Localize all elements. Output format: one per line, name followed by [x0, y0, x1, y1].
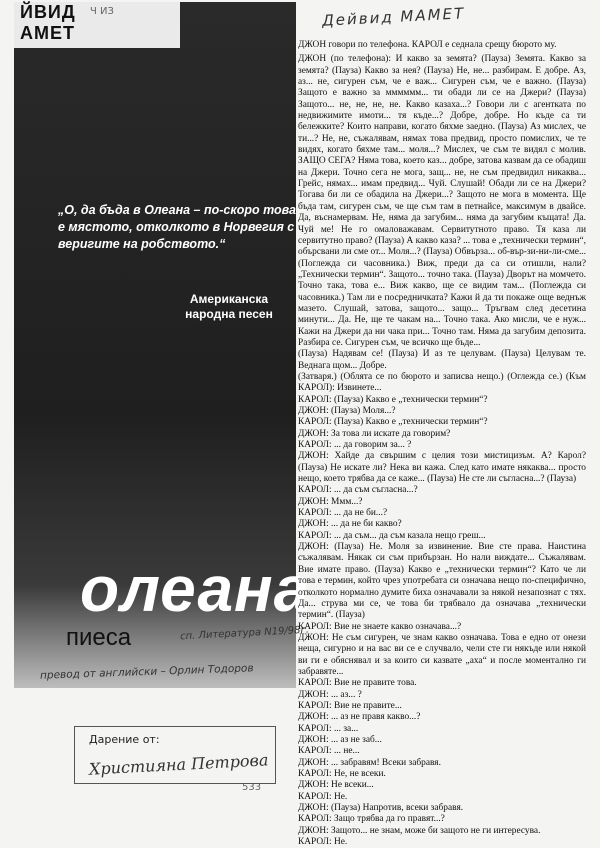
stamp-label: Дарение от:: [89, 733, 160, 746]
paragraph: КАРОЛ: Не.: [298, 791, 348, 802]
paragraph: КАРОЛ: Вие не правите...: [298, 700, 402, 711]
epigraph-quote: „О, да бъда в Олеана – по-скоро това е мястото, отколкото в Норвегия с веригите на робството.“: [58, 203, 297, 251]
paragraph: КАРОЛ: Не, не всеки.: [298, 769, 386, 779]
paragraph: ДЖОН: Защото... не знам, може би защото не ги интересува.: [298, 825, 541, 836]
author-header-text: ЙВИД АМЕТ: [20, 2, 76, 43]
paragraph: ДЖОН: Ммм...?: [298, 496, 363, 507]
top-scribble: Ч ИЗ: [90, 6, 114, 17]
handwritten-author-name: Дейвид МАМЕТ: [321, 4, 466, 30]
play-title: олеана: [80, 553, 311, 625]
paragraph: ДЖОН говори по телефона. КАРОЛ е седнала срещу бюрото му.: [298, 40, 557, 50]
paragraph: ДЖОН: ... забравям! Всеки забравя.: [298, 757, 441, 768]
paragraph: КАРОЛ: Защо трябва да го правят...?: [298, 814, 445, 825]
paragraph: ДЖОН (по телефона): И какво за земята? (Пауза) Земята. Какво за земята? (Пауза) Какво за нея? (Пауза) Не, не... разбирам. Е добре. Аз, аз... не, сигурен съм, че е важ... Сигурен съм, че е важно. (Пауза) Защото е важно за мммммм... ти обади ли се на Джери? (Пауза) Защото... не, не, не, не. Какво казаха...? Говори ли с агентката по недвижимите имоти... тя къде...? Добре, добре. Но къде са ти бележките? Които направи, когато бяхме заедно. (Пауза) Аз мислех, че ти...? Не, не, съжалявам, нямах това предвид, просто помислих, че те видях, когато бяхме там... моля...? Мислех, че съм те видял с молив. ЗАЩО СЕГА? Няма това, което каз... добре, затова казвам да се обадиш на Джери. Точно сега не мога, защ... не, не съм предвидил никаква... Грейс, нямах... имам предвид... Чуй. Слушай! Обади ли се на Джери? Тогава би ли се обадила на Джери...? Защото не мога в момента. Ще бъда там, сигурен съм, че ще съм там в петнайсе, максимум в двайсе. Да, въснамервам. Не, няма да загубим... няма да загубим къщата! Да. Чуй ме! Не го омаловажавам. Сервитутното право. Тя каза ли сервитутно право? (Пауза) А какво каза? ... това е „технически термин“, обърсвани ли сме от... Моля...? (Пауза) Обвърза... об-вър-зи-ни-ли-сме... (Поглежда си часовника.) Виж, преди да са си отишли, нали? „Технически термин“. Защото... точно така. (Пауза) Дворът на момчето. Точно така, това е... Виж какво, ще се видим там... (Поглежда си часовника.) Там ли е посредничката? Кажи й да ти покаже още веднъж мазето. Слушай, затова, защото... защо... Тръгвам след десетина минути... Да. Не, ще те чакам на... Точно така. Ако мисли, че е нуж... Кажи на Джери да ни чака при... Точно там. Няма да загубим депозита. Разбира се. Сигурен съм, че всичко ще бъде...: [298, 54, 586, 348]
paragraph: КАРОЛ: ... не...: [298, 746, 360, 757]
play-subtitle: пиеса: [66, 624, 132, 651]
paragraph: ДЖОН: Хайде да свършим с целия този мистицизъм. А? Карол? (Пауза) Не искате ли? Нека ви кажа. След като имате някаква... просто нещо, което трябва да се каже... (Пауза) Не сте ли съгласна...? (Пауза): [298, 451, 586, 485]
play-text-column: [298, 40, 586, 848]
paragraph: КАРОЛ: Вие не правите това.: [298, 678, 417, 689]
paragraph: КАРОЛ: ... за...: [298, 723, 359, 734]
paragraph: (Пауза) Надявам се! (Пауза) И аз те целувам. (Пауза) Целувам те. Веднага щом... Добре.: [298, 349, 586, 371]
paragraph: ДЖОН: ... аз не правя какво...?: [298, 712, 421, 723]
paragraph: КАРОЛ: ... да съм... да съм казала нещо греш...: [298, 530, 486, 541]
paragraph: КАРОЛ: ... да говорим за... ?: [298, 440, 412, 451]
paragraph: ДЖОН: (Пауза) Моля...?: [298, 406, 396, 416]
handwritten-source-note: сп. Литература N19/98г.: [179, 624, 310, 643]
paragraph: ДЖОН: Не всеки...: [298, 780, 374, 791]
paragraph: КАРОЛ: (Пауза) Какво е „технически термин“?: [298, 394, 488, 405]
paragraph: ДЖОН: ... да не би какво?: [298, 519, 402, 530]
handwritten-translation-note: превод от английски – Орлин Тодоров: [39, 662, 254, 682]
paragraph: КАРОЛ: Вие не знаете какво означава...?: [298, 621, 462, 632]
paragraph: ДЖОН: За това ли искате да говорим?: [298, 428, 451, 439]
paragraph: ДЖОН: ... аз не заб...: [298, 734, 382, 745]
bottom-scribble: 533: [242, 782, 262, 793]
stamp-donor-name: Християна Петрова: [88, 750, 269, 779]
paragraph: КАРОЛ: (Пауза) Какво е „технически термин“?: [298, 417, 488, 428]
paragraph: ДЖОН: Не съм сигурен, че знам какво означава. Това е едно от онези неща, сигурно и на вас ви се е случвало, чели сте ги някъде или някой ви ги е обяснявал и за които си казвате „аха“ и после моментално ги забравяте...: [298, 632, 586, 677]
paragraph: (Затваря.) (Облята се по бюрото и записва нещо.) (Оглежда се.) (Към КАРОЛ): Извинете...: [298, 371, 586, 394]
cover-panel: [14, 2, 311, 688]
paragraph: КАРОЛ: ... да не би...?: [298, 508, 388, 519]
paragraph: КАРОЛ: ... да съм съгласна...?: [298, 485, 418, 496]
donation-stamp: [74, 726, 276, 784]
paragraph: ДЖОН: (Пауза) Напротив, всеки забравя.: [298, 803, 464, 814]
paragraph: ДЖОН: (Пауза) Не. Моля за извинение. Вие сте права. Наистина съжалявам. Някак си съм прибързан. Но нали виждате... Съжалявам. Вие имате право. (Пауза) Какво е „технически термин“? Като че ли това е термин, който чрез употребата си означава нещо по-специфично, отколкото нормално думите биха означавали за някой незапознат с тях. Да... струва ми се, че това би трябвало да означава „технически термин“. (Пауза): [298, 542, 586, 621]
epigraph-attribution: Американска народна песен: [185, 292, 273, 321]
paragraph: ДЖОН: ... аз... ?: [298, 689, 362, 700]
paragraph: КАРОЛ: Не.: [298, 837, 348, 848]
